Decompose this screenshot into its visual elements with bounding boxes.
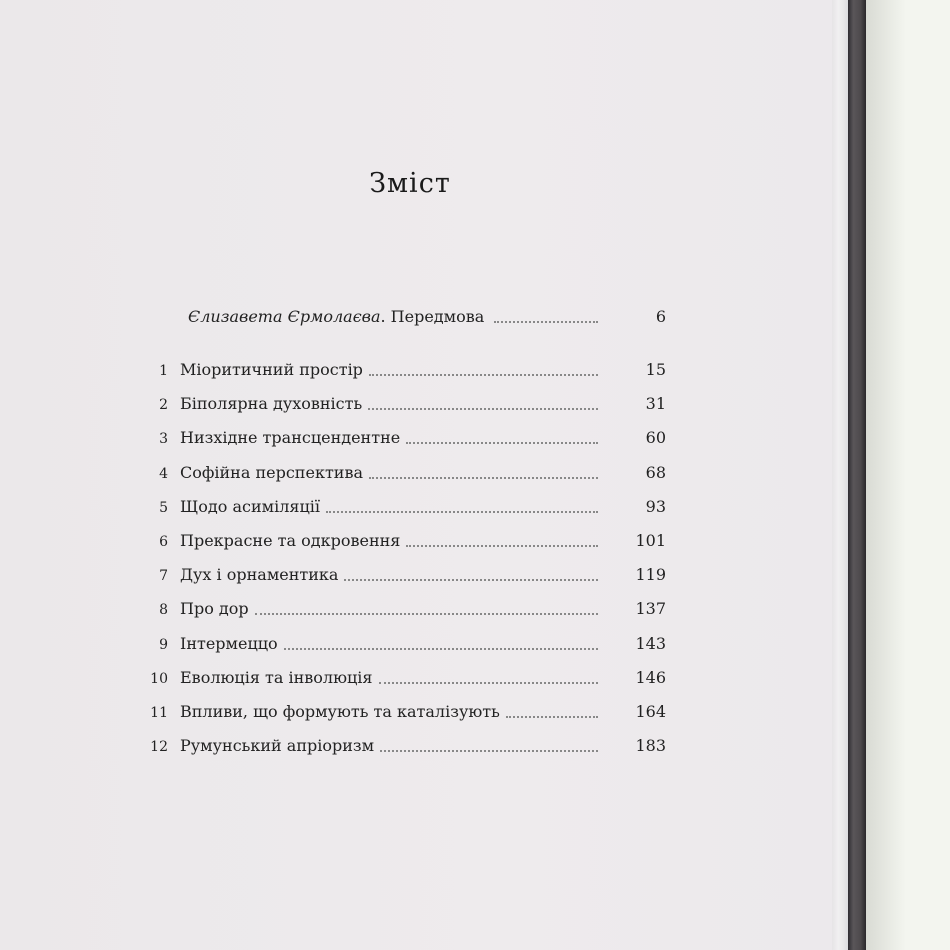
dot-leader	[380, 750, 598, 752]
chapter-title: Щодо асиміляції	[180, 496, 320, 516]
toc-chapter-row	[140, 497, 666, 521]
chapter-number: 11	[150, 705, 168, 721]
chapter-title: Румунський апріоризм	[180, 736, 375, 756]
preface-author: Єлизавета Єрмолаєва	[188, 307, 381, 326]
chapter-number: 4	[159, 465, 168, 482]
chapter-page: 93	[645, 496, 666, 516]
dot-leader	[369, 477, 598, 479]
dot-leader	[368, 408, 598, 410]
chapter-number: 12	[150, 739, 168, 756]
dot-leader	[326, 511, 598, 513]
toc-chapter-row	[140, 360, 666, 384]
chapter-page: 68	[645, 462, 666, 482]
toc-chapter-row	[140, 394, 666, 418]
toc-preface-row: Єлизавета Єрмолаєва. Передмова 6	[188, 307, 666, 326]
chapter-title: Впливи, що формують та каталізують	[180, 702, 500, 721]
dot-leader	[494, 321, 598, 323]
chapter-number: 8	[159, 602, 168, 619]
chapter-title: Біполярна духовність	[180, 394, 363, 414]
page-title: Зміст	[369, 168, 451, 199]
chapter-number: 2	[159, 397, 168, 414]
chapter-number: 10	[150, 670, 168, 687]
chapter-page: 31	[645, 394, 666, 414]
chapter-title: Еволюція та інволюція	[180, 667, 373, 687]
book-cover-edge	[848, 0, 866, 950]
chapter-page: 146	[635, 667, 666, 687]
toc-chapter-row	[140, 668, 666, 692]
chapter-number: 1	[159, 363, 168, 379]
chapter-title: Міоритичний простір	[180, 360, 363, 379]
chapter-number: 3	[159, 431, 168, 448]
chapter-page: 101	[635, 531, 666, 550]
dot-leader	[369, 374, 598, 376]
chapter-page: 137	[635, 599, 666, 619]
toc-chapter-row	[140, 736, 666, 760]
preface-label: Передмова	[390, 307, 485, 326]
dot-leader	[379, 682, 599, 684]
chapter-title: Дух і орнаментика	[180, 565, 339, 585]
chapter-number: 7	[159, 568, 168, 585]
chapter-title: Інтермеццо	[180, 633, 278, 653]
toc-chapter-row	[140, 599, 666, 623]
dot-leader	[284, 648, 598, 650]
toc-chapter-row	[140, 565, 666, 589]
dot-leader	[406, 442, 598, 444]
chapter-number: 9	[159, 636, 168, 653]
preface-page: 6	[655, 307, 666, 326]
chapter-page: 119	[635, 565, 666, 585]
background	[866, 0, 906, 950]
dot-leader	[344, 579, 598, 581]
toc-chapter-row	[140, 531, 666, 555]
page-edges	[832, 0, 848, 950]
chapter-page: 15	[645, 360, 666, 379]
chapter-page: 183	[635, 736, 666, 756]
toc-chapter-row	[140, 634, 666, 658]
toc-chapter-row	[140, 463, 666, 487]
chapter-number: 6	[159, 534, 168, 550]
chapter-number: 5	[159, 499, 168, 516]
dot-leader	[406, 545, 598, 547]
toc-chapter-row	[140, 702, 666, 726]
chapter-title: Низхідне трансцендентне	[180, 428, 401, 448]
chapter-page: 60	[645, 428, 666, 448]
chapter-page: 164	[635, 702, 666, 721]
chapter-title: Про дор	[180, 599, 249, 619]
dot-leader	[255, 613, 598, 615]
chapter-title: Прекрасне та одкровення	[180, 531, 401, 550]
toc-chapter-row	[140, 428, 666, 452]
dot-leader	[506, 716, 598, 718]
chapter-page: 143	[635, 633, 666, 653]
chapter-title: Софійна перспектива	[180, 462, 363, 482]
